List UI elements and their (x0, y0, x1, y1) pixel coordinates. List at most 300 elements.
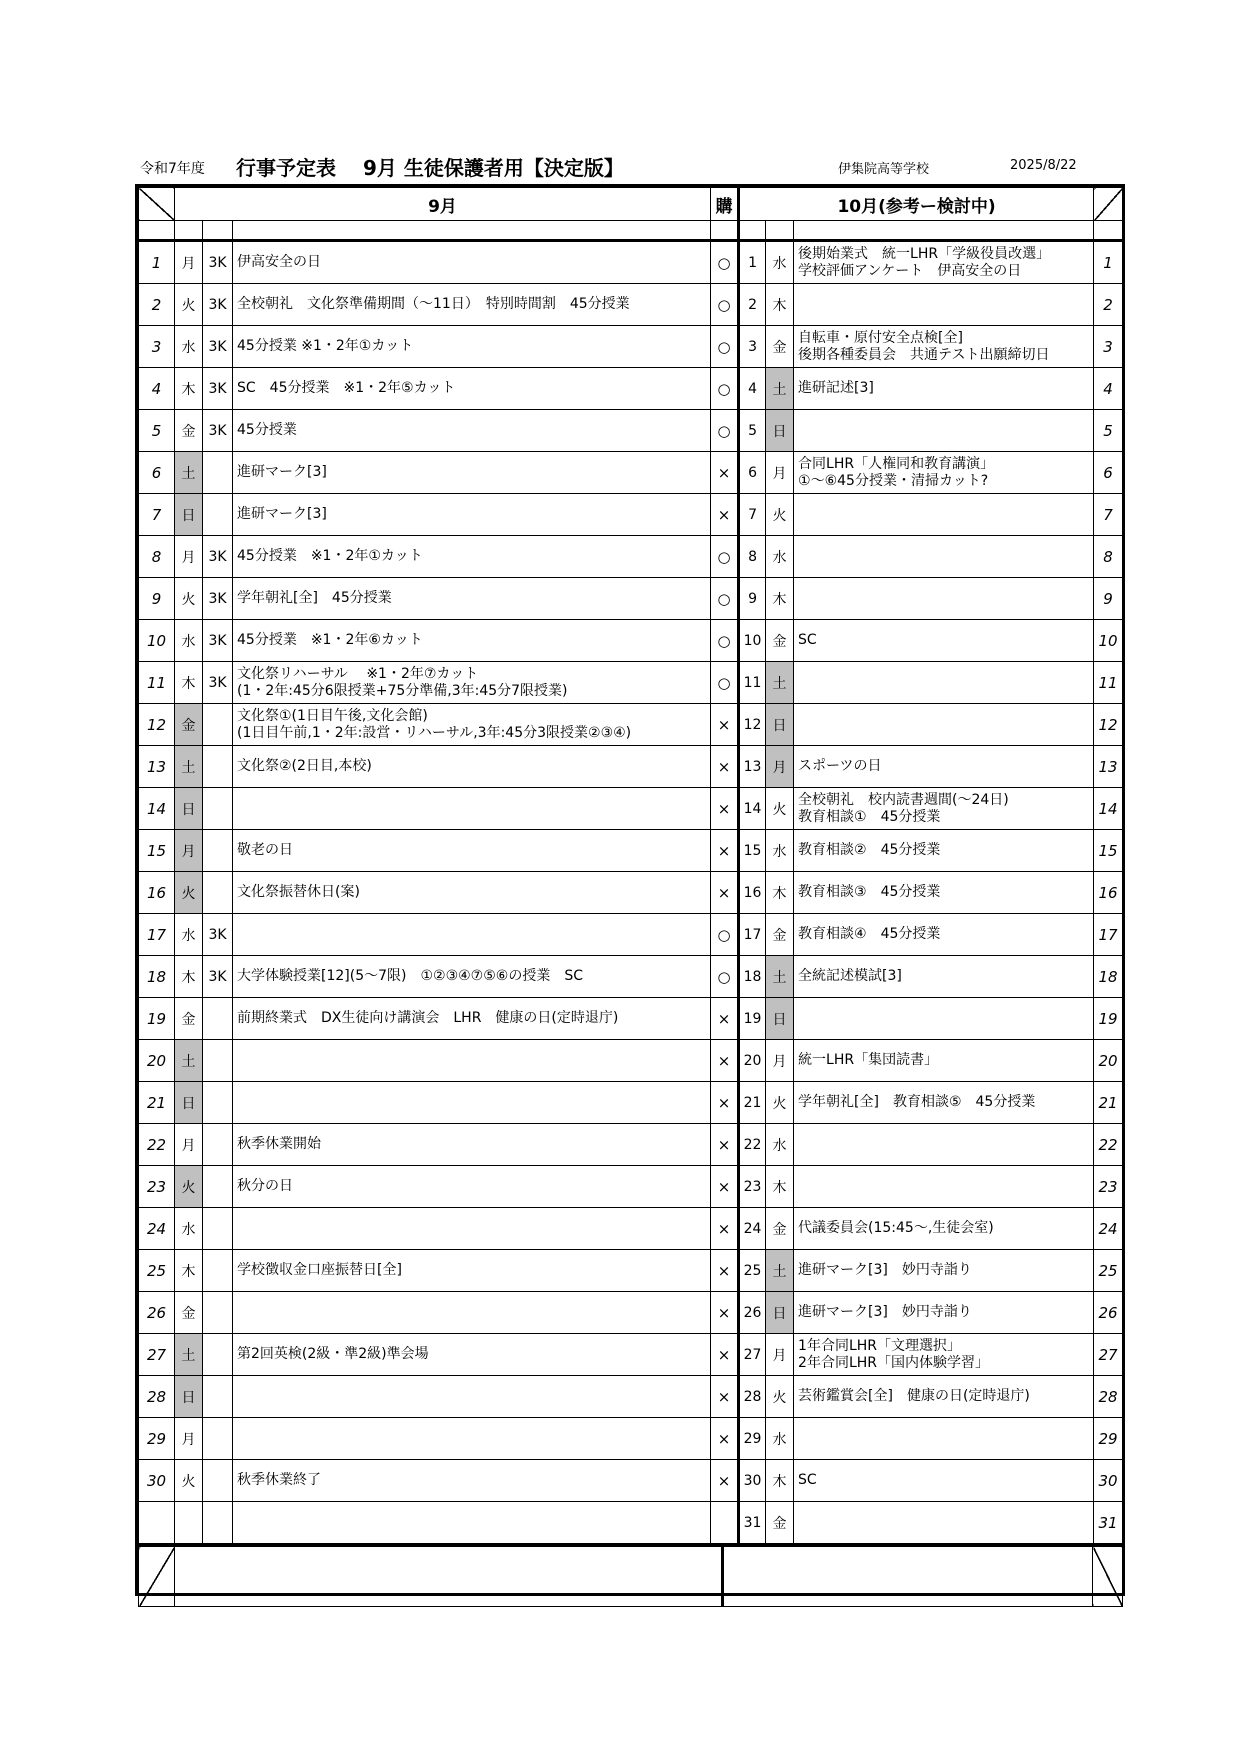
oct-date-right: 26 (1094, 1292, 1123, 1334)
oct-events (794, 830, 1094, 872)
oct-events (794, 788, 1094, 830)
purchase-mark: × (711, 1082, 739, 1124)
oct-events (794, 536, 1094, 578)
purchase-mark: × (711, 1040, 739, 1082)
corner-cell (1093, 1546, 1123, 1607)
sep-third-year-mark (203, 1082, 233, 1124)
sep-third-year-mark: 3K (203, 914, 233, 956)
oct-date: 30 (739, 1460, 766, 1502)
purchase-mark: × (711, 704, 739, 746)
sep-events (233, 1292, 711, 1334)
oct-weekday: 木 (766, 578, 794, 620)
sep-events (233, 998, 711, 1040)
sep-events (233, 368, 711, 410)
day-row (139, 1418, 1123, 1460)
oct-events (794, 452, 1094, 494)
schedule-table (135, 184, 1125, 1596)
sep-third-year-mark: 3K (203, 241, 233, 284)
purchase-mark: × (711, 494, 739, 536)
oct-date: 8 (739, 536, 766, 578)
event-line: 進研マーク[3] (237, 464, 327, 480)
oct-events (794, 1124, 1094, 1166)
oct-events (794, 998, 1094, 1040)
event-line: 敬老の日 (237, 842, 293, 858)
oct-weekday: 木 (766, 872, 794, 914)
sep-date: 26 (139, 1292, 175, 1334)
oct-date: 10 (739, 620, 766, 662)
oct-events (794, 494, 1094, 536)
event-line: 教育相談④ 45分授業 (798, 926, 941, 942)
oct-date-right: 13 (1094, 746, 1123, 788)
purchase-mark: × (711, 830, 739, 872)
event-line: 進研マーク[3] (237, 506, 327, 522)
oct-date-right: 22 (1094, 1124, 1123, 1166)
sep-date: 21 (139, 1082, 175, 1124)
oct-events (794, 1292, 1094, 1334)
sep-events (233, 1418, 711, 1460)
oct-date: 6 (739, 452, 766, 494)
oct-events (794, 368, 1094, 410)
sep-events (233, 1124, 711, 1166)
lunch-purchase-header: 購 (711, 188, 739, 221)
day-row (139, 1124, 1123, 1166)
sep-weekday: 土 (175, 746, 203, 788)
purchase-mark: ○ (711, 410, 739, 452)
oct-date-right: 15 (1094, 830, 1123, 872)
sep-events (233, 494, 711, 536)
day-row (139, 1040, 1123, 1082)
sep-third-year-mark: 3K (203, 662, 233, 704)
oct-events (794, 1418, 1094, 1460)
sep-events (233, 1502, 711, 1544)
event-line: 進研マーク[3] 妙円寺詣り (798, 1304, 972, 1320)
day-row (139, 872, 1123, 914)
oct-weekday: 月 (766, 1040, 794, 1082)
oct-date-right: 29 (1094, 1418, 1123, 1460)
column-header-row (139, 188, 1123, 221)
sep-third-year-mark (203, 998, 233, 1040)
sep-events (233, 956, 711, 998)
purchase-mark: ○ (711, 578, 739, 620)
sep-third-year-mark (203, 1460, 233, 1502)
sep-weekday: 金 (175, 410, 203, 452)
oct-date-right: 5 (1094, 410, 1123, 452)
sep-date: 15 (139, 830, 175, 872)
spacer-row (139, 221, 1123, 241)
sep-events (233, 1376, 711, 1418)
sep-events (233, 1208, 711, 1250)
oct-weekday: 火 (766, 1082, 794, 1124)
event-line: 45分授業 ※1・2年①カット (237, 548, 423, 564)
oct-weekday: 火 (766, 788, 794, 830)
sep-weekday: 火 (175, 872, 203, 914)
oct-date-right: 11 (1094, 662, 1123, 704)
oct-date: 17 (739, 914, 766, 956)
oct-events (794, 914, 1094, 956)
oct-weekday: 金 (766, 914, 794, 956)
sep-weekday: 金 (175, 998, 203, 1040)
oct-date: 4 (739, 368, 766, 410)
oct-date-right: 10 (1094, 620, 1123, 662)
purchase-mark: × (711, 872, 739, 914)
oct-events (794, 1166, 1094, 1208)
event-line: 第2回英検(2級・準2級)準会場 (237, 1346, 429, 1362)
sep-date: 1 (139, 241, 175, 284)
oct-date: 3 (739, 326, 766, 368)
sep-weekday: 水 (175, 620, 203, 662)
sep-third-year-mark (203, 872, 233, 914)
event-line: 45分授業 ※1・2年①カット (237, 338, 414, 354)
sep-date: 17 (139, 914, 175, 956)
purchase-mark: ○ (711, 368, 739, 410)
event-line: 学校徴収金口座振替日[全] (237, 1262, 402, 1278)
event-line: 代議委員会(15:45～,生徒会室) (798, 1220, 994, 1236)
oct-date: 23 (739, 1166, 766, 1208)
sep-events (233, 746, 711, 788)
sep-date: 6 (139, 452, 175, 494)
sep-third-year-mark: 3K (203, 326, 233, 368)
event-line: 教育相談① 45分授業 (798, 808, 941, 825)
document-header (138, 150, 1100, 182)
oct-date: 12 (739, 704, 766, 746)
day-row (139, 410, 1123, 452)
oct-date-right: 30 (1094, 1460, 1123, 1502)
purchase-mark: × (711, 1334, 739, 1376)
oct-weekday: 水 (766, 241, 794, 284)
sep-date: 29 (139, 1418, 175, 1460)
event-line: 学年朝礼[全] 教育相談⑤ 45分授業 (798, 1094, 1036, 1110)
sep-third-year-mark (203, 1334, 233, 1376)
purchase-mark: ○ (711, 914, 739, 956)
event-line: SC 45分授業 ※1・2年⑤カット (237, 380, 456, 396)
oct-date: 31 (739, 1502, 766, 1544)
oct-weekday: 金 (766, 620, 794, 662)
sep-weekday: 土 (175, 1334, 203, 1376)
oct-date-right: 20 (1094, 1040, 1123, 1082)
oct-date-right: 19 (1094, 998, 1123, 1040)
oct-date-right: 16 (1094, 872, 1123, 914)
oct-events (794, 1040, 1094, 1082)
sep-third-year-mark (203, 1250, 233, 1292)
sep-events (233, 452, 711, 494)
oct-weekday: 月 (766, 452, 794, 494)
oct-date: 16 (739, 872, 766, 914)
oct-events (794, 1376, 1094, 1418)
sep-third-year-mark: 3K (203, 284, 233, 326)
sep-weekday: 月 (175, 1124, 203, 1166)
oct-events (794, 872, 1094, 914)
purchase-mark: ○ (711, 284, 739, 326)
sep-events (233, 241, 711, 284)
corner-cell (139, 1546, 175, 1607)
oct-weekday: 火 (766, 1376, 794, 1418)
sep-weekday: 月 (175, 1418, 203, 1460)
event-line: 秋季休業終了 (237, 1472, 321, 1488)
day-row (139, 536, 1123, 578)
sep-date: 28 (139, 1376, 175, 1418)
sep-weekday: 土 (175, 452, 203, 494)
oct-events (794, 1250, 1094, 1292)
oct-date-right: 6 (1094, 452, 1123, 494)
oct-date: 7 (739, 494, 766, 536)
purchase-mark: × (711, 1460, 739, 1502)
oct-date-right: 12 (1094, 704, 1123, 746)
september-header: 9月 (175, 188, 711, 221)
event-line: 前期終業式 DX生徒向け講演会 LHR 健康の日(定時退庁) (237, 1010, 619, 1026)
sep-date (139, 1502, 175, 1544)
sep-events (233, 1250, 711, 1292)
event-line: 統一LHR「集団読書」 (798, 1052, 939, 1068)
sep-date: 8 (139, 536, 175, 578)
sep-events (233, 1334, 711, 1376)
sep-weekday: 日 (175, 1082, 203, 1124)
sep-weekday: 火 (175, 578, 203, 620)
day-row (139, 1082, 1123, 1124)
day-row (139, 368, 1123, 410)
event-line: 後期各種委員会 共通テスト出願締切日 (798, 346, 1050, 363)
sep-date: 7 (139, 494, 175, 536)
day-row (139, 578, 1123, 620)
day-row (139, 1334, 1123, 1376)
sep-events (233, 326, 711, 368)
day-row (139, 452, 1123, 494)
day-row (139, 1166, 1123, 1208)
oct-weekday: 木 (766, 1166, 794, 1208)
oct-events (794, 326, 1094, 368)
oct-weekday: 日 (766, 1292, 794, 1334)
oct-weekday: 土 (766, 662, 794, 704)
sep-weekday: 日 (175, 1376, 203, 1418)
sep-weekday: 木 (175, 368, 203, 410)
sep-third-year-mark: 3K (203, 368, 233, 410)
event-line: 2年合同LHR「国内体験学習」 (798, 1354, 989, 1371)
oct-date: 24 (739, 1208, 766, 1250)
purchase-mark: ○ (711, 620, 739, 662)
sep-third-year-mark: 3K (203, 410, 233, 452)
oct-date-right: 9 (1094, 578, 1123, 620)
oct-date-right: 3 (1094, 326, 1123, 368)
day-row (139, 956, 1123, 998)
sep-third-year-mark (203, 1502, 233, 1544)
footer-row (139, 1546, 1123, 1607)
day-row (139, 662, 1123, 704)
event-line: 秋分の日 (237, 1178, 293, 1194)
purchase-mark (711, 1502, 739, 1544)
purchase-mark: × (711, 452, 739, 494)
event-line: 文化祭リハーサル ※1・2年⑦カット (237, 665, 479, 682)
purchase-mark: ○ (711, 536, 739, 578)
oct-date: 22 (739, 1124, 766, 1166)
corner-cell (1094, 188, 1123, 221)
sep-third-year-mark (203, 1292, 233, 1334)
event-line: 全統記述模試[3] (798, 968, 902, 984)
sep-date: 10 (139, 620, 175, 662)
oct-date: 11 (739, 662, 766, 704)
oct-weekday: 金 (766, 326, 794, 368)
sep-events (233, 914, 711, 956)
sep-weekday: 月 (175, 536, 203, 578)
oct-events (794, 410, 1094, 452)
sep-weekday: 月 (175, 241, 203, 284)
purchase-mark: × (711, 1124, 739, 1166)
sep-weekday: 金 (175, 1292, 203, 1334)
event-line: (1・2年:45分6限授業+75分準備,3年:45分7限授業) (237, 682, 568, 699)
event-line: 秋季休業開始 (237, 1136, 321, 1152)
sep-weekday: 火 (175, 284, 203, 326)
oct-date: 26 (739, 1292, 766, 1334)
sep-events (233, 704, 711, 746)
sep-weekday: 木 (175, 1250, 203, 1292)
oct-date: 29 (739, 1418, 766, 1460)
corner-cell (139, 188, 175, 221)
oct-date-right: 21 (1094, 1082, 1123, 1124)
oct-weekday: 水 (766, 830, 794, 872)
sep-date: 2 (139, 284, 175, 326)
sep-third-year-mark (203, 830, 233, 872)
day-row (139, 914, 1123, 956)
sep-date: 4 (139, 368, 175, 410)
sep-date: 22 (139, 1124, 175, 1166)
sep-events (233, 1040, 711, 1082)
day-row (139, 494, 1123, 536)
sep-weekday: 金 (175, 704, 203, 746)
purchase-mark: ○ (711, 956, 739, 998)
sep-date: 5 (139, 410, 175, 452)
event-line: 伊高安全の日 (237, 254, 321, 270)
oct-events (794, 1460, 1094, 1502)
oct-weekday: 日 (766, 704, 794, 746)
purchase-mark: ○ (711, 241, 739, 284)
day-row (139, 1460, 1123, 1502)
purchase-mark: × (711, 998, 739, 1040)
oct-events (794, 578, 1094, 620)
oct-date-right: 25 (1094, 1250, 1123, 1292)
oct-date-right: 18 (1094, 956, 1123, 998)
oct-date-right: 17 (1094, 914, 1123, 956)
event-line: スポーツの日 (798, 758, 882, 774)
day-row (139, 788, 1123, 830)
day-row (139, 284, 1123, 326)
oct-events (794, 956, 1094, 998)
sep-weekday: 日 (175, 494, 203, 536)
page-title: 行事予定表 9月 生徒保護者用【決定版】 (236, 156, 624, 180)
sep-date: 23 (139, 1166, 175, 1208)
oct-date: 27 (739, 1334, 766, 1376)
day-row (139, 1250, 1123, 1292)
purchase-mark: ○ (711, 662, 739, 704)
day-row (139, 998, 1123, 1040)
sep-third-year-mark (203, 1208, 233, 1250)
event-line: 全校朝礼 校内読書週間(～24日) (798, 791, 1009, 808)
sep-date: 20 (139, 1040, 175, 1082)
sep-events (233, 284, 711, 326)
oct-date: 21 (739, 1082, 766, 1124)
sep-third-year-mark (203, 1040, 233, 1082)
oct-date: 20 (739, 1040, 766, 1082)
day-row (139, 1376, 1123, 1418)
sep-third-year-mark (203, 1418, 233, 1460)
oct-weekday: 火 (766, 494, 794, 536)
event-line: 文化祭振替休日(案) (237, 884, 360, 900)
oct-date-right: 23 (1094, 1166, 1123, 1208)
oct-date-right: 27 (1094, 1334, 1123, 1376)
oct-weekday: 月 (766, 1334, 794, 1376)
oct-events (794, 746, 1094, 788)
oct-date-right: 1 (1094, 241, 1123, 284)
event-line: 全校朝礼 文化祭準備期間（～11日） 特別時間割 45分授業 (237, 296, 630, 312)
oct-date: 19 (739, 998, 766, 1040)
sep-weekday: 月 (175, 830, 203, 872)
event-line: 学年朝礼[全] 45分授業 (237, 590, 392, 606)
oct-weekday: 日 (766, 410, 794, 452)
sep-date: 18 (139, 956, 175, 998)
oct-events (794, 1208, 1094, 1250)
sep-date: 30 (139, 1460, 175, 1502)
event-line: SC (798, 1472, 817, 1488)
day-row (139, 704, 1123, 746)
sep-date: 16 (139, 872, 175, 914)
day-row (139, 830, 1123, 872)
oct-date-right: 4 (1094, 368, 1123, 410)
sep-events (233, 536, 711, 578)
sep-events (233, 872, 711, 914)
sep-events (233, 410, 711, 452)
event-line: 45分授業 ※1・2年⑥カット (237, 632, 423, 648)
event-line: 進研マーク[3] 妙円寺詣り (798, 1262, 972, 1278)
sep-date: 24 (139, 1208, 175, 1250)
purchase-mark: × (711, 1292, 739, 1334)
fiscal-year: 令和7年度 (140, 161, 205, 177)
sep-weekday: 水 (175, 1208, 203, 1250)
sep-events (233, 1166, 711, 1208)
event-line: 自転車・原付安全点検[全] (798, 329, 963, 346)
oct-events (794, 1502, 1094, 1544)
sep-events (233, 1082, 711, 1124)
oct-date: 13 (739, 746, 766, 788)
sep-weekday: 水 (175, 326, 203, 368)
oct-weekday: 土 (766, 368, 794, 410)
oct-date: 14 (739, 788, 766, 830)
sep-third-year-mark (203, 494, 233, 536)
sep-third-year-mark: 3K (203, 578, 233, 620)
sep-third-year-mark: 3K (203, 536, 233, 578)
oct-weekday: 木 (766, 1460, 794, 1502)
sep-date: 27 (139, 1334, 175, 1376)
oct-date: 2 (739, 284, 766, 326)
oct-weekday: 月 (766, 746, 794, 788)
event-line: 文化祭②(2日目,本校) (237, 758, 372, 774)
oct-date: 1 (739, 241, 766, 284)
sep-weekday: 木 (175, 662, 203, 704)
sep-third-year-mark (203, 1166, 233, 1208)
issue-date: 2025/8/22 (1010, 158, 1077, 173)
purchase-mark: × (711, 1166, 739, 1208)
notes-october (723, 1546, 1093, 1607)
sep-events (233, 578, 711, 620)
day-row (139, 1208, 1123, 1250)
day-row (139, 1502, 1123, 1544)
oct-date: 9 (739, 578, 766, 620)
oct-weekday: 金 (766, 1502, 794, 1544)
event-line: 合同LHR「人権同和教育講演」 (798, 455, 995, 472)
oct-events (794, 620, 1094, 662)
sep-date: 13 (139, 746, 175, 788)
sep-events (233, 830, 711, 872)
sep-date: 12 (139, 704, 175, 746)
oct-events (794, 241, 1094, 284)
event-line: 教育相談② 45分授業 (798, 842, 941, 858)
school-name: 伊集院高等学校 (838, 162, 930, 177)
